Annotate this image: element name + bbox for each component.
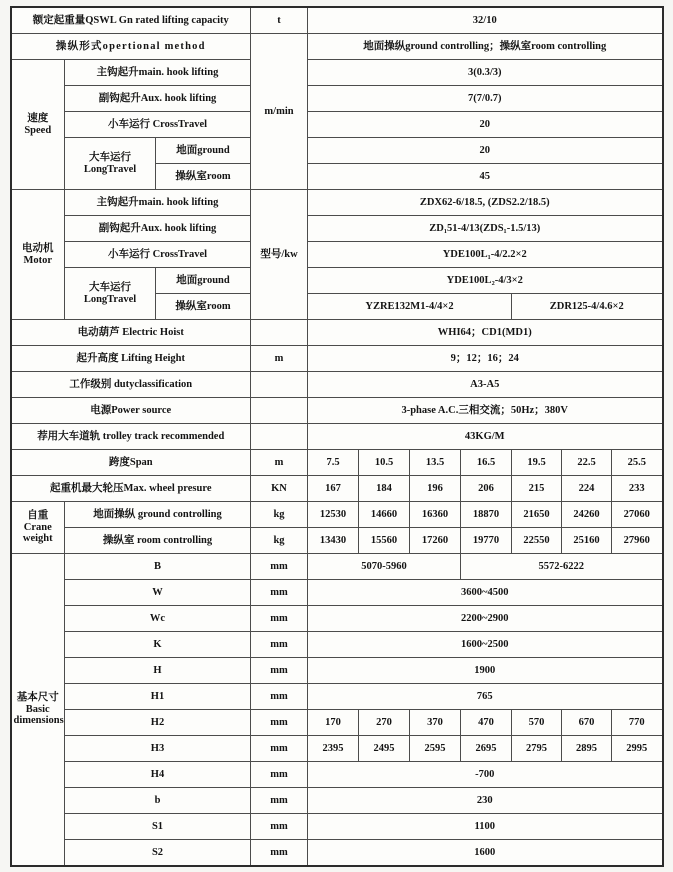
span-unit: m: [251, 450, 308, 476]
row-motor-main: [11, 190, 663, 216]
dim-S2-label: S2: [65, 840, 251, 867]
weight-group-header: [11, 502, 65, 554]
motor-longtravel-label-en: LongTravel: [83, 293, 137, 305]
dim-B-value-right: 5572-6222: [461, 554, 663, 580]
motor-aux-value: ZD₁51-4/13(ZDS₁-1.5/13): [308, 216, 663, 242]
row-dim-H4: [11, 762, 663, 788]
power-label: 电源Power source: [11, 398, 251, 424]
dim-S2-unit: mm: [251, 840, 308, 867]
wheel-value: 233: [612, 476, 663, 502]
motor-main-label: 主钩起升main. hook lifting: [65, 190, 251, 216]
span-label: 跨度Span: [11, 450, 251, 476]
wheel-label: 起重机最大轮压Max. wheel presure: [11, 476, 251, 502]
dim-B-unit: mm: [251, 554, 308, 580]
speed-cross-value: 20: [308, 112, 663, 138]
span-value: 16.5: [461, 450, 512, 476]
height-value: 9；12；16；24: [308, 346, 663, 372]
motor-group-cn: 电动机: [22, 242, 54, 254]
dim-H2-unit: mm: [251, 710, 308, 736]
row-method: [11, 34, 663, 60]
row-track: [11, 424, 663, 450]
motor-long-ground-label: 地面ground: [156, 268, 251, 294]
dim-K-label: K: [65, 632, 251, 658]
dim-H2-value: 270: [359, 710, 410, 736]
motor-longtravel-label: [65, 268, 156, 320]
dim-H3-value: 2795: [512, 736, 562, 762]
dim-H3-unit: mm: [251, 736, 308, 762]
capacity-label: 额定起重量QSWL Gn rated lifting capacity: [11, 7, 251, 34]
speed-main-value: 3(0.3/3): [308, 60, 663, 86]
power-unit: [251, 398, 308, 424]
row-dim-K: [11, 632, 663, 658]
row-dim-H3: [11, 736, 663, 762]
row-weight-room: [11, 528, 663, 554]
motor-cross-label: 小车运行 CrossTravel: [65, 242, 251, 268]
dim-H4-label: H4: [65, 762, 251, 788]
speed-long-ground-label: 地面ground: [156, 138, 251, 164]
dims-group-en: Basic dimensions: [13, 703, 64, 727]
span-value: 13.5: [410, 450, 461, 476]
motor-long-room-value-left: YZRE132M1-4/4×2: [308, 294, 512, 320]
dim-W-label: W: [65, 580, 251, 606]
row-dim-H1: [11, 684, 663, 710]
speed-unit: m/min: [251, 34, 308, 190]
wheel-value: 184: [359, 476, 410, 502]
dim-S2-value: 1600: [308, 840, 663, 867]
weight-room-value: 17260: [410, 528, 461, 554]
dim-b-unit: mm: [251, 788, 308, 814]
speed-long-room-value: 45: [308, 164, 663, 190]
span-value: 10.5: [359, 450, 410, 476]
row-dim-W: [11, 580, 663, 606]
row-speed-aux: [11, 86, 663, 112]
dim-H-value: 1900: [308, 658, 663, 684]
row-dim-H: [11, 658, 663, 684]
track-label: 荐用大车道轨 trolley track recommended: [11, 424, 251, 450]
dim-H1-label: H1: [65, 684, 251, 710]
hoist-unit: [251, 320, 308, 346]
row-motor-long-ground: [11, 268, 663, 294]
motor-unit: 型号/kw: [251, 190, 308, 320]
dim-W-unit: mm: [251, 580, 308, 606]
method-label: 操纵形式opertional method: [11, 34, 251, 60]
dim-H1-value: 765: [308, 684, 663, 710]
weight-room-value: 13430: [308, 528, 359, 554]
dim-H2-value: 170: [308, 710, 359, 736]
dim-K-unit: mm: [251, 632, 308, 658]
weight-ground-value: 16360: [410, 502, 461, 528]
motor-group-header: [11, 190, 65, 320]
dim-S1-label: S1: [65, 814, 251, 840]
dim-B-value-left: 5070-5960: [308, 554, 461, 580]
weight-room-value: 15560: [359, 528, 410, 554]
row-span: [11, 450, 663, 476]
motor-long-ground-value: YDE100L₂-4/3×2: [308, 268, 663, 294]
speed-longtravel-label-en: LongTravel: [83, 163, 137, 175]
dims-group-header: [11, 554, 65, 867]
capacity-value: 32/10: [308, 7, 663, 34]
dim-H3-value: 2695: [461, 736, 512, 762]
weight-room-value: 22550: [512, 528, 562, 554]
row-motor-aux: [11, 216, 663, 242]
method-value: 地面操纵ground controlling；操纵室room controlling: [308, 34, 663, 60]
speed-group-cn: 速度: [27, 112, 49, 124]
weight-ground-value: 27060: [612, 502, 663, 528]
dim-B-label: B: [65, 554, 251, 580]
dim-b-label: b: [65, 788, 251, 814]
duty-value: A3-A5: [308, 372, 663, 398]
row-dim-B: [11, 554, 663, 580]
speed-aux-value: 7(7/0.7): [308, 86, 663, 112]
track-value: 43KG/M: [308, 424, 663, 450]
dim-H2-value: 770: [612, 710, 663, 736]
weight-ground-value: 18870: [461, 502, 512, 528]
weight-room-value: 27960: [612, 528, 663, 554]
dim-H3-value: 2995: [612, 736, 663, 762]
wheel-value: 196: [410, 476, 461, 502]
motor-aux-label: 副钩起升Aux. hook lifting: [65, 216, 251, 242]
dim-b-value: 230: [308, 788, 663, 814]
crane-spec-table: [10, 6, 664, 867]
speed-main-label: 主钩起升main. hook lifting: [65, 60, 251, 86]
span-value: 25.5: [612, 450, 663, 476]
weight-room-value: 25160: [562, 528, 612, 554]
dim-H3-label: H3: [65, 736, 251, 762]
motor-group-en: Motor: [23, 254, 53, 266]
dim-H3-value: 2395: [308, 736, 359, 762]
dim-H4-unit: mm: [251, 762, 308, 788]
motor-long-room-value-right: ZDR125-4/4.6×2: [512, 294, 663, 320]
weight-ground-label: 地面操纵 ground controlling: [65, 502, 251, 528]
wheel-unit: KN: [251, 476, 308, 502]
row-duty: [11, 372, 663, 398]
duty-label: 工作级别 dutyclassification: [11, 372, 251, 398]
span-value: 7.5: [308, 450, 359, 476]
speed-longtravel-label-cn: 大车运行: [89, 151, 131, 163]
row-dim-b: [11, 788, 663, 814]
dims-group-cn: 基本尺寸: [16, 691, 59, 703]
row-speed-main: [11, 60, 663, 86]
row-capacity: [11, 7, 663, 34]
dim-H2-value: 670: [562, 710, 612, 736]
row-wheel: [11, 476, 663, 502]
dim-H-label: H: [65, 658, 251, 684]
speed-group-header: [11, 60, 65, 190]
motor-longtravel-label-cn: 大车运行: [89, 281, 131, 293]
dim-H2-value: 370: [410, 710, 461, 736]
speed-long-room-label: 操纵室room: [156, 164, 251, 190]
row-dim-Wc: [11, 606, 663, 632]
duty-unit: [251, 372, 308, 398]
wheel-value: 167: [308, 476, 359, 502]
weight-ground-value: 14660: [359, 502, 410, 528]
row-height: [11, 346, 663, 372]
speed-group-en: Speed: [24, 124, 52, 136]
dim-H2-value: 570: [512, 710, 562, 736]
power-value: 3-phase A.C.三相交流；50Hz；380V: [308, 398, 663, 424]
dim-H3-value: 2895: [562, 736, 612, 762]
row-dim-S1: [11, 814, 663, 840]
dim-K-value: 1600~2500: [308, 632, 663, 658]
motor-long-room-label: 操纵室room: [156, 294, 251, 320]
height-unit: m: [251, 346, 308, 372]
motor-cross-value: YDE100L₁-4/2.2×2: [308, 242, 663, 268]
dim-Wc-value: 2200~2900: [308, 606, 663, 632]
dim-H4-value: -700: [308, 762, 663, 788]
speed-aux-label: 副钩起升Aux. hook lifting: [65, 86, 251, 112]
dim-H2-label: H2: [65, 710, 251, 736]
span-value: 22.5: [562, 450, 612, 476]
wheel-value: 215: [512, 476, 562, 502]
motor-main-value: ZDX62-6/18.5, (ZDS2.2/18.5): [308, 190, 663, 216]
dim-H3-value: 2595: [410, 736, 461, 762]
speed-cross-label: 小车运行 CrossTravel: [65, 112, 251, 138]
hoist-value: WHI64；CD1(MD1): [308, 320, 663, 346]
row-weight-ground: [11, 502, 663, 528]
dim-Wc-label: Wc: [65, 606, 251, 632]
span-value: 19.5: [512, 450, 562, 476]
row-motor-cross: [11, 242, 663, 268]
dim-H-unit: mm: [251, 658, 308, 684]
speed-longtravel-label: [65, 138, 156, 190]
hoist-label: 电动葫芦 Electric Hoist: [11, 320, 251, 346]
weight-room-value: 19770: [461, 528, 512, 554]
row-speed-cross: [11, 112, 663, 138]
dim-S1-value: 1100: [308, 814, 663, 840]
height-label: 起升高度 Lifting Height: [11, 346, 251, 372]
dim-S1-unit: mm: [251, 814, 308, 840]
dim-W-value: 3600~4500: [308, 580, 663, 606]
row-dim-S2: [11, 840, 663, 867]
weight-ground-unit: kg: [251, 502, 308, 528]
dim-Wc-unit: mm: [251, 606, 308, 632]
weight-ground-value: 21650: [512, 502, 562, 528]
wheel-value: 224: [562, 476, 612, 502]
weight-group-en: Crane weight: [22, 521, 53, 545]
dim-H3-value: 2495: [359, 736, 410, 762]
weight-ground-value: 24260: [562, 502, 612, 528]
track-unit: [251, 424, 308, 450]
weight-room-unit: kg: [251, 528, 308, 554]
weight-ground-value: 12530: [308, 502, 359, 528]
row-speed-long-ground: [11, 138, 663, 164]
wheel-value: 206: [461, 476, 512, 502]
row-dim-H2: [11, 710, 663, 736]
row-power: [11, 398, 663, 424]
dim-H1-unit: mm: [251, 684, 308, 710]
weight-room-label: 操纵室 room controlling: [65, 528, 251, 554]
weight-group-cn: 自重: [27, 509, 49, 521]
speed-long-ground-value: 20: [308, 138, 663, 164]
row-hoist: [11, 320, 663, 346]
dim-H2-value: 470: [461, 710, 512, 736]
capacity-unit: t: [251, 7, 308, 34]
